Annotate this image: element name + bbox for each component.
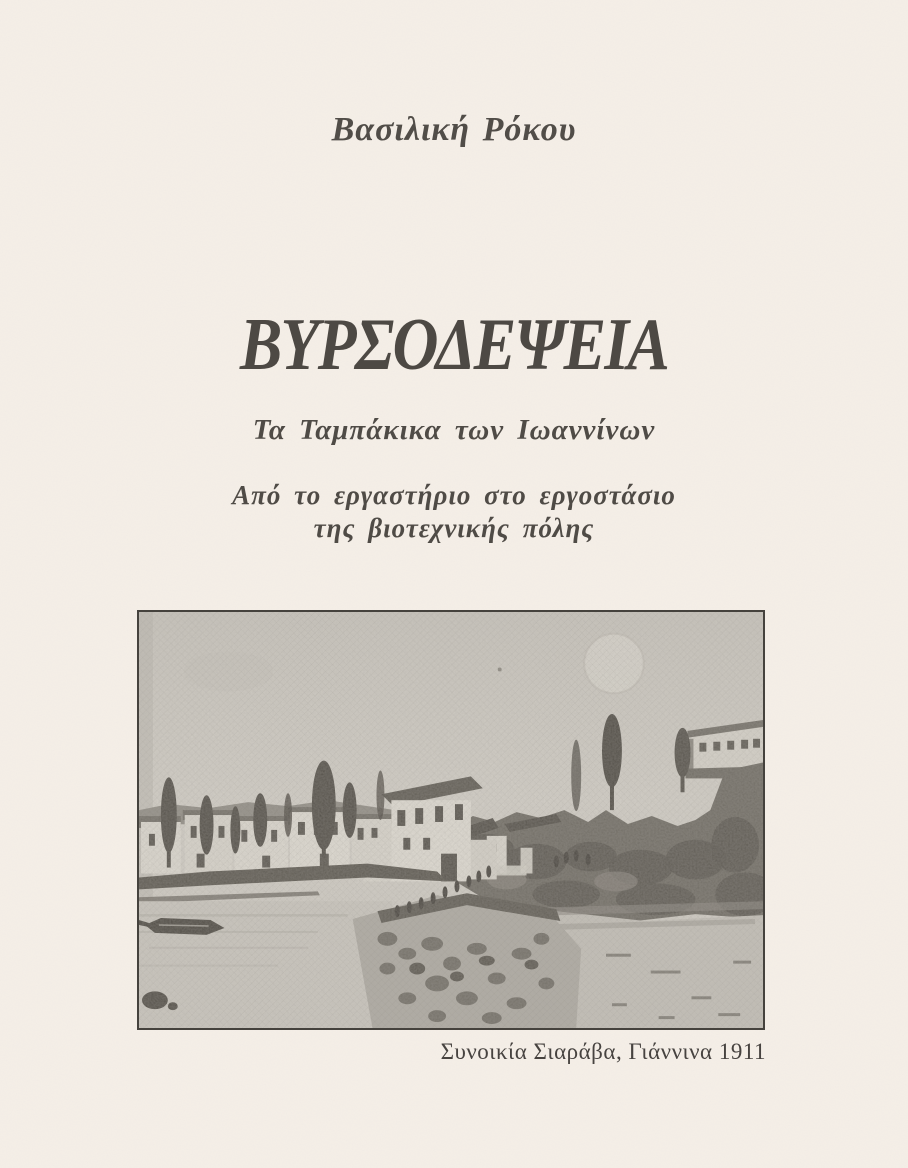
tagline-line-1: Από το εργαστήριο στο εργοστάσιο [232, 480, 676, 510]
book-title: ΒΥΡΣΟΔΕΨΕΙΑ [239, 304, 669, 386]
tagline-line-2: της βιοτεχνικής πόλης [313, 513, 595, 543]
lakeside-town-halftone-illustration [139, 612, 763, 1028]
cover-photo [137, 610, 765, 1030]
photo-halftone-overlay [139, 612, 763, 1028]
book-subtitle: Τα Ταμπάκικα των Ιωαννίνων [252, 414, 656, 446]
photo-caption: Συνοικία Σιαράβα, Γιάννινα 1911 [440, 1039, 766, 1064]
author-name: Βασιλική Ρόκου [331, 111, 577, 148]
book-tagline [0, 479, 908, 545]
